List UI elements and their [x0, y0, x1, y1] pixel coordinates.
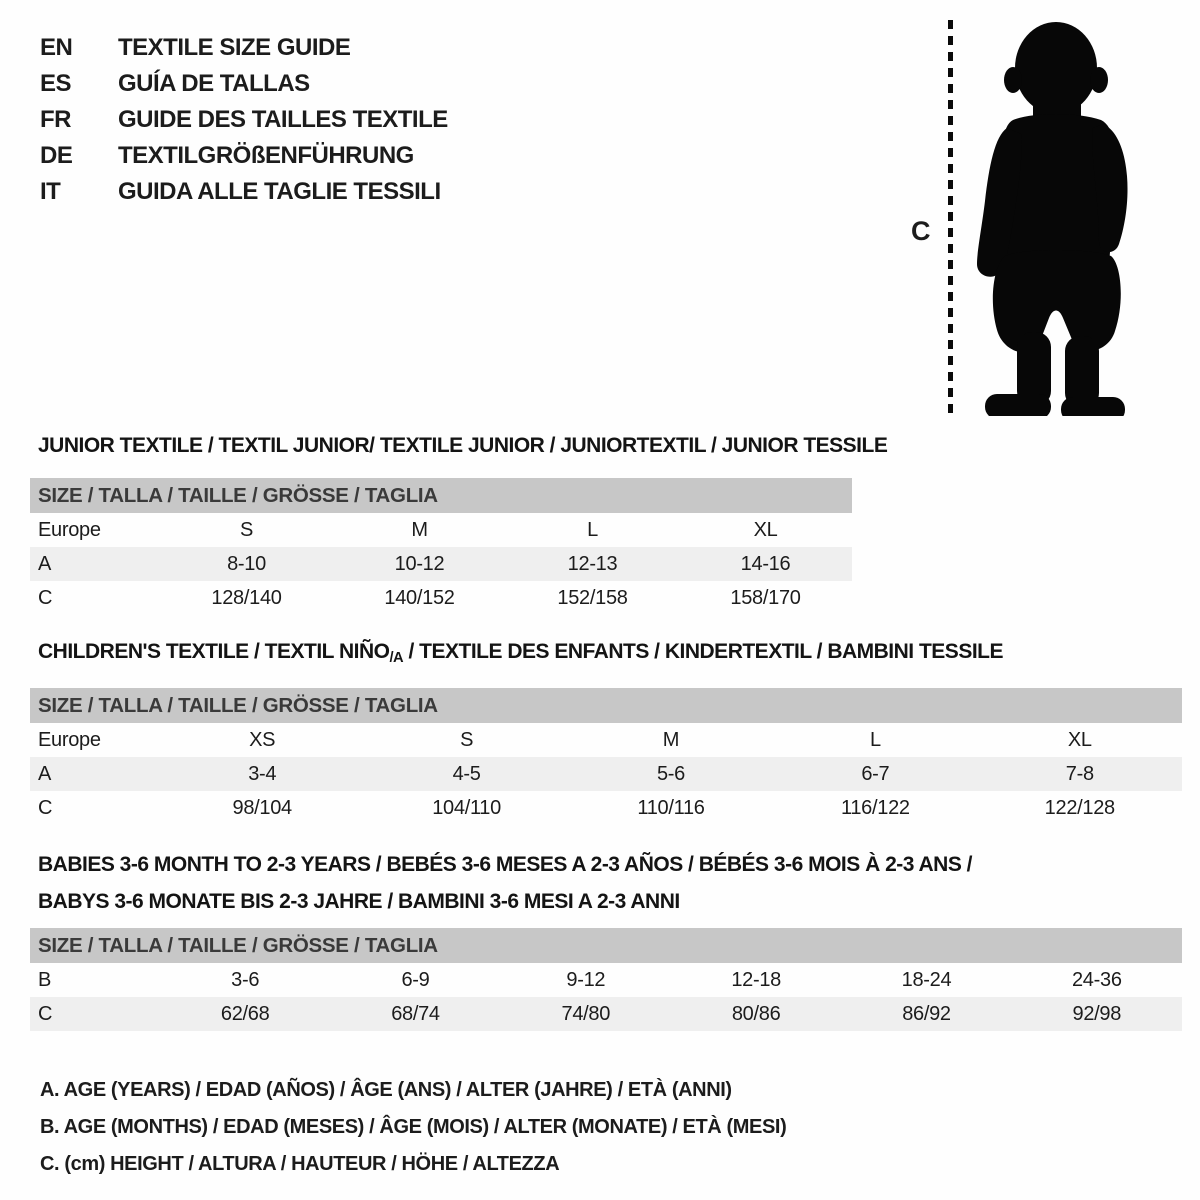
- language-code: ES: [40, 70, 72, 97]
- size-band-row: [30, 478, 852, 513]
- babies-size-table: [30, 928, 1182, 1031]
- age-cell: 14-16: [679, 547, 852, 581]
- size-band-row: [30, 928, 1182, 963]
- height-dashed-line: [948, 20, 953, 416]
- language-title: GUIDA ALLE TAGLIE TESSILI: [118, 178, 441, 205]
- table-row-height: [30, 791, 1182, 825]
- size-band-label: SIZE / TALLA / TAILLE / GRÖSSE / TAGLIA: [30, 928, 1182, 963]
- row-label: Europe: [38, 728, 101, 751]
- size-band-label: SIZE / TALLA / TAILLE / GRÖSSE / TAGLIA: [30, 478, 852, 513]
- row-label: A: [30, 757, 160, 791]
- height-cell: 116/122: [841, 796, 910, 819]
- children-section-title: [38, 640, 1003, 664]
- height-cell: 128/140: [211, 586, 282, 609]
- age-cell: 3-4: [160, 757, 364, 791]
- age-cell: 4-5: [364, 757, 568, 791]
- language-title-block: [40, 30, 448, 210]
- table-row-age: [30, 757, 1182, 791]
- table-row-europe: [30, 513, 852, 547]
- age-cell: 3-6: [231, 968, 260, 991]
- height-cell: 86/92: [841, 997, 1011, 1031]
- language-title: TEXTILGRÖßENFÜHRUNG: [118, 142, 414, 169]
- language-row-en: [40, 30, 448, 66]
- age-cell: 24-36: [1071, 968, 1122, 991]
- row-label: C: [30, 997, 160, 1031]
- language-title: GUÍA DE TALLAS: [118, 70, 310, 97]
- height-cell: 80/86: [671, 997, 841, 1031]
- children-size-table: [30, 688, 1182, 825]
- children-title-subscript: /A: [389, 650, 404, 666]
- junior-section-title: JUNIOR TEXTILE / TEXTIL JUNIOR/ TEXTILE JUNIOR / JUNIORTEXTIL / JUNIOR TESSILE: [38, 434, 888, 457]
- language-row-fr: [40, 102, 448, 138]
- height-cell: 68/74: [330, 997, 500, 1031]
- table-row-europe: [30, 723, 1182, 757]
- row-label: C: [38, 586, 53, 609]
- language-row-es: [40, 66, 448, 102]
- age-cell: 12-13: [506, 547, 679, 581]
- age-cell: 5-6: [569, 757, 773, 791]
- table-row-age: [30, 547, 852, 581]
- size-band-row: [30, 688, 1182, 723]
- height-cell: 62/68: [160, 997, 330, 1031]
- age-cell: 10-12: [333, 547, 506, 581]
- height-cell: 110/116: [637, 796, 705, 819]
- note-height-cm: C. (cm) HEIGHT / ALTURA / HAUTEUR / HÖHE / ALTEZZA: [40, 1153, 560, 1175]
- row-label: A: [30, 547, 160, 581]
- language-code: FR: [40, 106, 71, 133]
- language-code: DE: [40, 142, 73, 169]
- language-title: GUIDE DES TAILLES TEXTILE: [118, 106, 448, 133]
- size-cell: XS: [249, 728, 276, 751]
- age-cell: 12-18: [731, 968, 781, 991]
- table-row-height: [30, 581, 852, 615]
- age-cell: 6-9: [401, 968, 430, 991]
- language-code: IT: [40, 178, 61, 205]
- size-cell: M: [411, 518, 428, 541]
- height-cell: 152/158: [557, 586, 628, 609]
- size-cell: L: [869, 728, 881, 751]
- height-cell: 140/152: [384, 586, 455, 609]
- babies-title-line-2: BABYS 3-6 MONATE BIS 2-3 JAHRE / BAMBINI 3-6 MESI A 2-3 ANNI: [38, 890, 680, 913]
- age-cell: 6-7: [773, 757, 977, 791]
- size-cell: S: [460, 728, 474, 751]
- babies-title-line-1: BABIES 3-6 MONTH TO 2-3 YEARS / BEBÉS 3-6 MESES A 2-3 AÑOS / BÉBÉS 3-6 MOIS À 2-3 ANS /: [38, 853, 973, 876]
- age-cell: 7-8: [978, 757, 1182, 791]
- legend-notes: [40, 1072, 786, 1183]
- height-cell: 122/128: [1044, 796, 1115, 819]
- children-title-pre: CHILDREN'S TEXTILE / TEXTIL NIÑO: [38, 640, 390, 663]
- age-cell: 18-24: [901, 968, 952, 991]
- language-row-it: [40, 174, 448, 210]
- height-measure-label: C: [911, 216, 931, 246]
- height-cell: 74/80: [501, 997, 671, 1031]
- row-label: Europe: [38, 518, 101, 541]
- note-age-years: A. AGE (YEARS) / EDAD (AÑOS) / ÂGE (ANS) / ALTER (JAHRE) / ETÀ (ANNI): [40, 1079, 732, 1101]
- row-label: C: [38, 796, 53, 819]
- size-cell: M: [662, 728, 680, 751]
- language-title: TEXTILE SIZE GUIDE: [118, 34, 351, 61]
- height-measure-figure: [905, 16, 1160, 424]
- size-cell: XL: [1067, 728, 1092, 751]
- row-label: B: [38, 968, 52, 991]
- junior-size-table: [30, 478, 852, 615]
- size-cell: L: [587, 518, 598, 541]
- note-age-months: B. AGE (MONTHS) / EDAD (MESES) / ÂGE (MOIS) / ALTER (MONATE) / ETÀ (MESI): [40, 1116, 787, 1138]
- table-row-height: [30, 997, 1182, 1031]
- size-cell: S: [239, 518, 254, 541]
- size-cell: XL: [753, 518, 778, 541]
- height-cell: 158/170: [730, 586, 801, 609]
- children-title-post: / TEXTILE DES ENFANTS / KINDERTEXTIL / BAMBINI TESSILE: [403, 640, 1003, 663]
- age-cell: 9-12: [566, 968, 606, 991]
- table-row-age-months: [30, 963, 1182, 997]
- babies-section-title: [38, 846, 972, 920]
- height-cell: 92/98: [1012, 997, 1182, 1031]
- language-row-de: [40, 138, 448, 174]
- height-cell: 104/110: [432, 796, 501, 819]
- age-cell: 8-10: [160, 547, 333, 581]
- height-cell: 98/104: [232, 796, 292, 819]
- language-code: EN: [40, 34, 73, 61]
- baby-toddler-silhouette-icon: [963, 16, 1143, 416]
- size-band-label: SIZE / TALLA / TAILLE / GRÖSSE / TAGLIA: [30, 688, 1182, 723]
